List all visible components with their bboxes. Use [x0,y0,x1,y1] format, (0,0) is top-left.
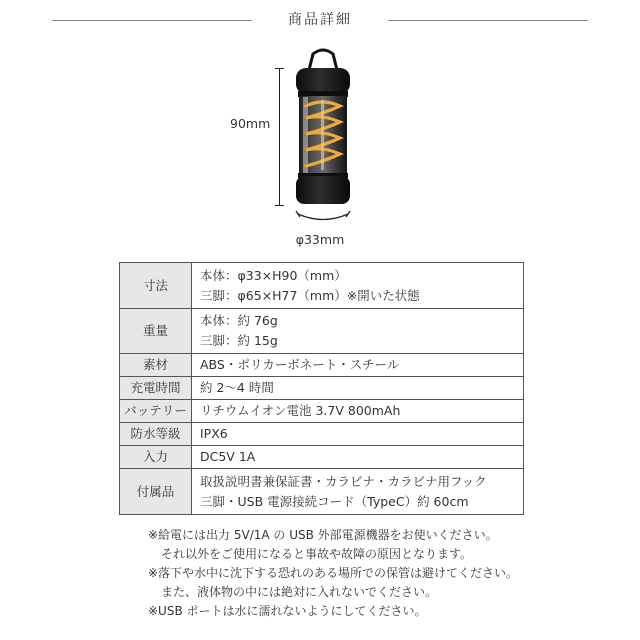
table-row [120,446,524,469]
product-illustration [0,0,640,260]
bottom-cap [296,176,350,204]
notes [148,526,518,621]
note-line: また、液体物の中には絶対に入れないでください。 [161,585,438,599]
spec-value-line: 三脚・USB 電源接続コード（TypeC）約 60cm [200,493,469,509]
spec-label: バッテリー [120,400,192,423]
filament-core [321,100,324,170]
table-row [120,423,524,446]
spec-label: 防水等級 [120,423,192,446]
spec-value: リチウムイオン電池 3.7V 800mAh [192,400,524,423]
table-row [120,263,524,309]
spec-label: 重量 [120,309,192,354]
note-line: ※USB ポートは水に濡れないようにしてください。 [148,604,427,618]
spec-label: 充電時間 [120,377,192,400]
spec-value [192,263,524,309]
spec-value-line: 取扱説明書兼保証書・カラビナ・カラビナ用フック [200,473,487,489]
spec-value-line: 三脚：約 15g [200,333,278,348]
spec-value [192,309,524,354]
table-row [120,354,524,377]
width-label: φ33mm [295,232,345,247]
table-row [120,309,524,354]
spec-value-line: 本体：φ33×H90（mm） [200,267,347,283]
top-cap [296,68,350,94]
handle-loop [309,50,337,70]
table-row [120,377,524,400]
spec-value-line: 本体：約 76g [200,313,278,328]
spec-value: DC5V 1A [192,446,524,469]
width-dimension-arc [298,214,348,220]
spec-value: IPX6 [192,423,524,446]
section-title: 商品詳細 [288,12,352,28]
height-label: 90mm [230,116,271,131]
spec-value: ABS・ポリカーボネート・スチール [192,354,524,377]
table-row [120,469,524,515]
spec-value [192,469,524,515]
spec-table [119,262,524,515]
spec-label: 寸法 [120,263,192,309]
spec-label: 入力 [120,446,192,469]
lantern-image [0,0,640,260]
spec-value-line: 三脚：φ65×H77（mm）※開いた状態 [200,287,420,303]
spec-label: 付属品 [120,469,192,515]
table-row [120,400,524,423]
note-line: ※給電には出力 5V/1A の USB 外部電源機器をお使いください。 [148,528,498,542]
spec-value: 約 2〜4 時間 [192,377,524,400]
spec-label: 素材 [120,354,192,377]
note-line: それ以外をご使用になると事故や故障の原因となります。 [161,547,473,561]
note-line: ※落下や水中に沈下する恐れのある場所での保管は避けてください。 [148,566,519,580]
